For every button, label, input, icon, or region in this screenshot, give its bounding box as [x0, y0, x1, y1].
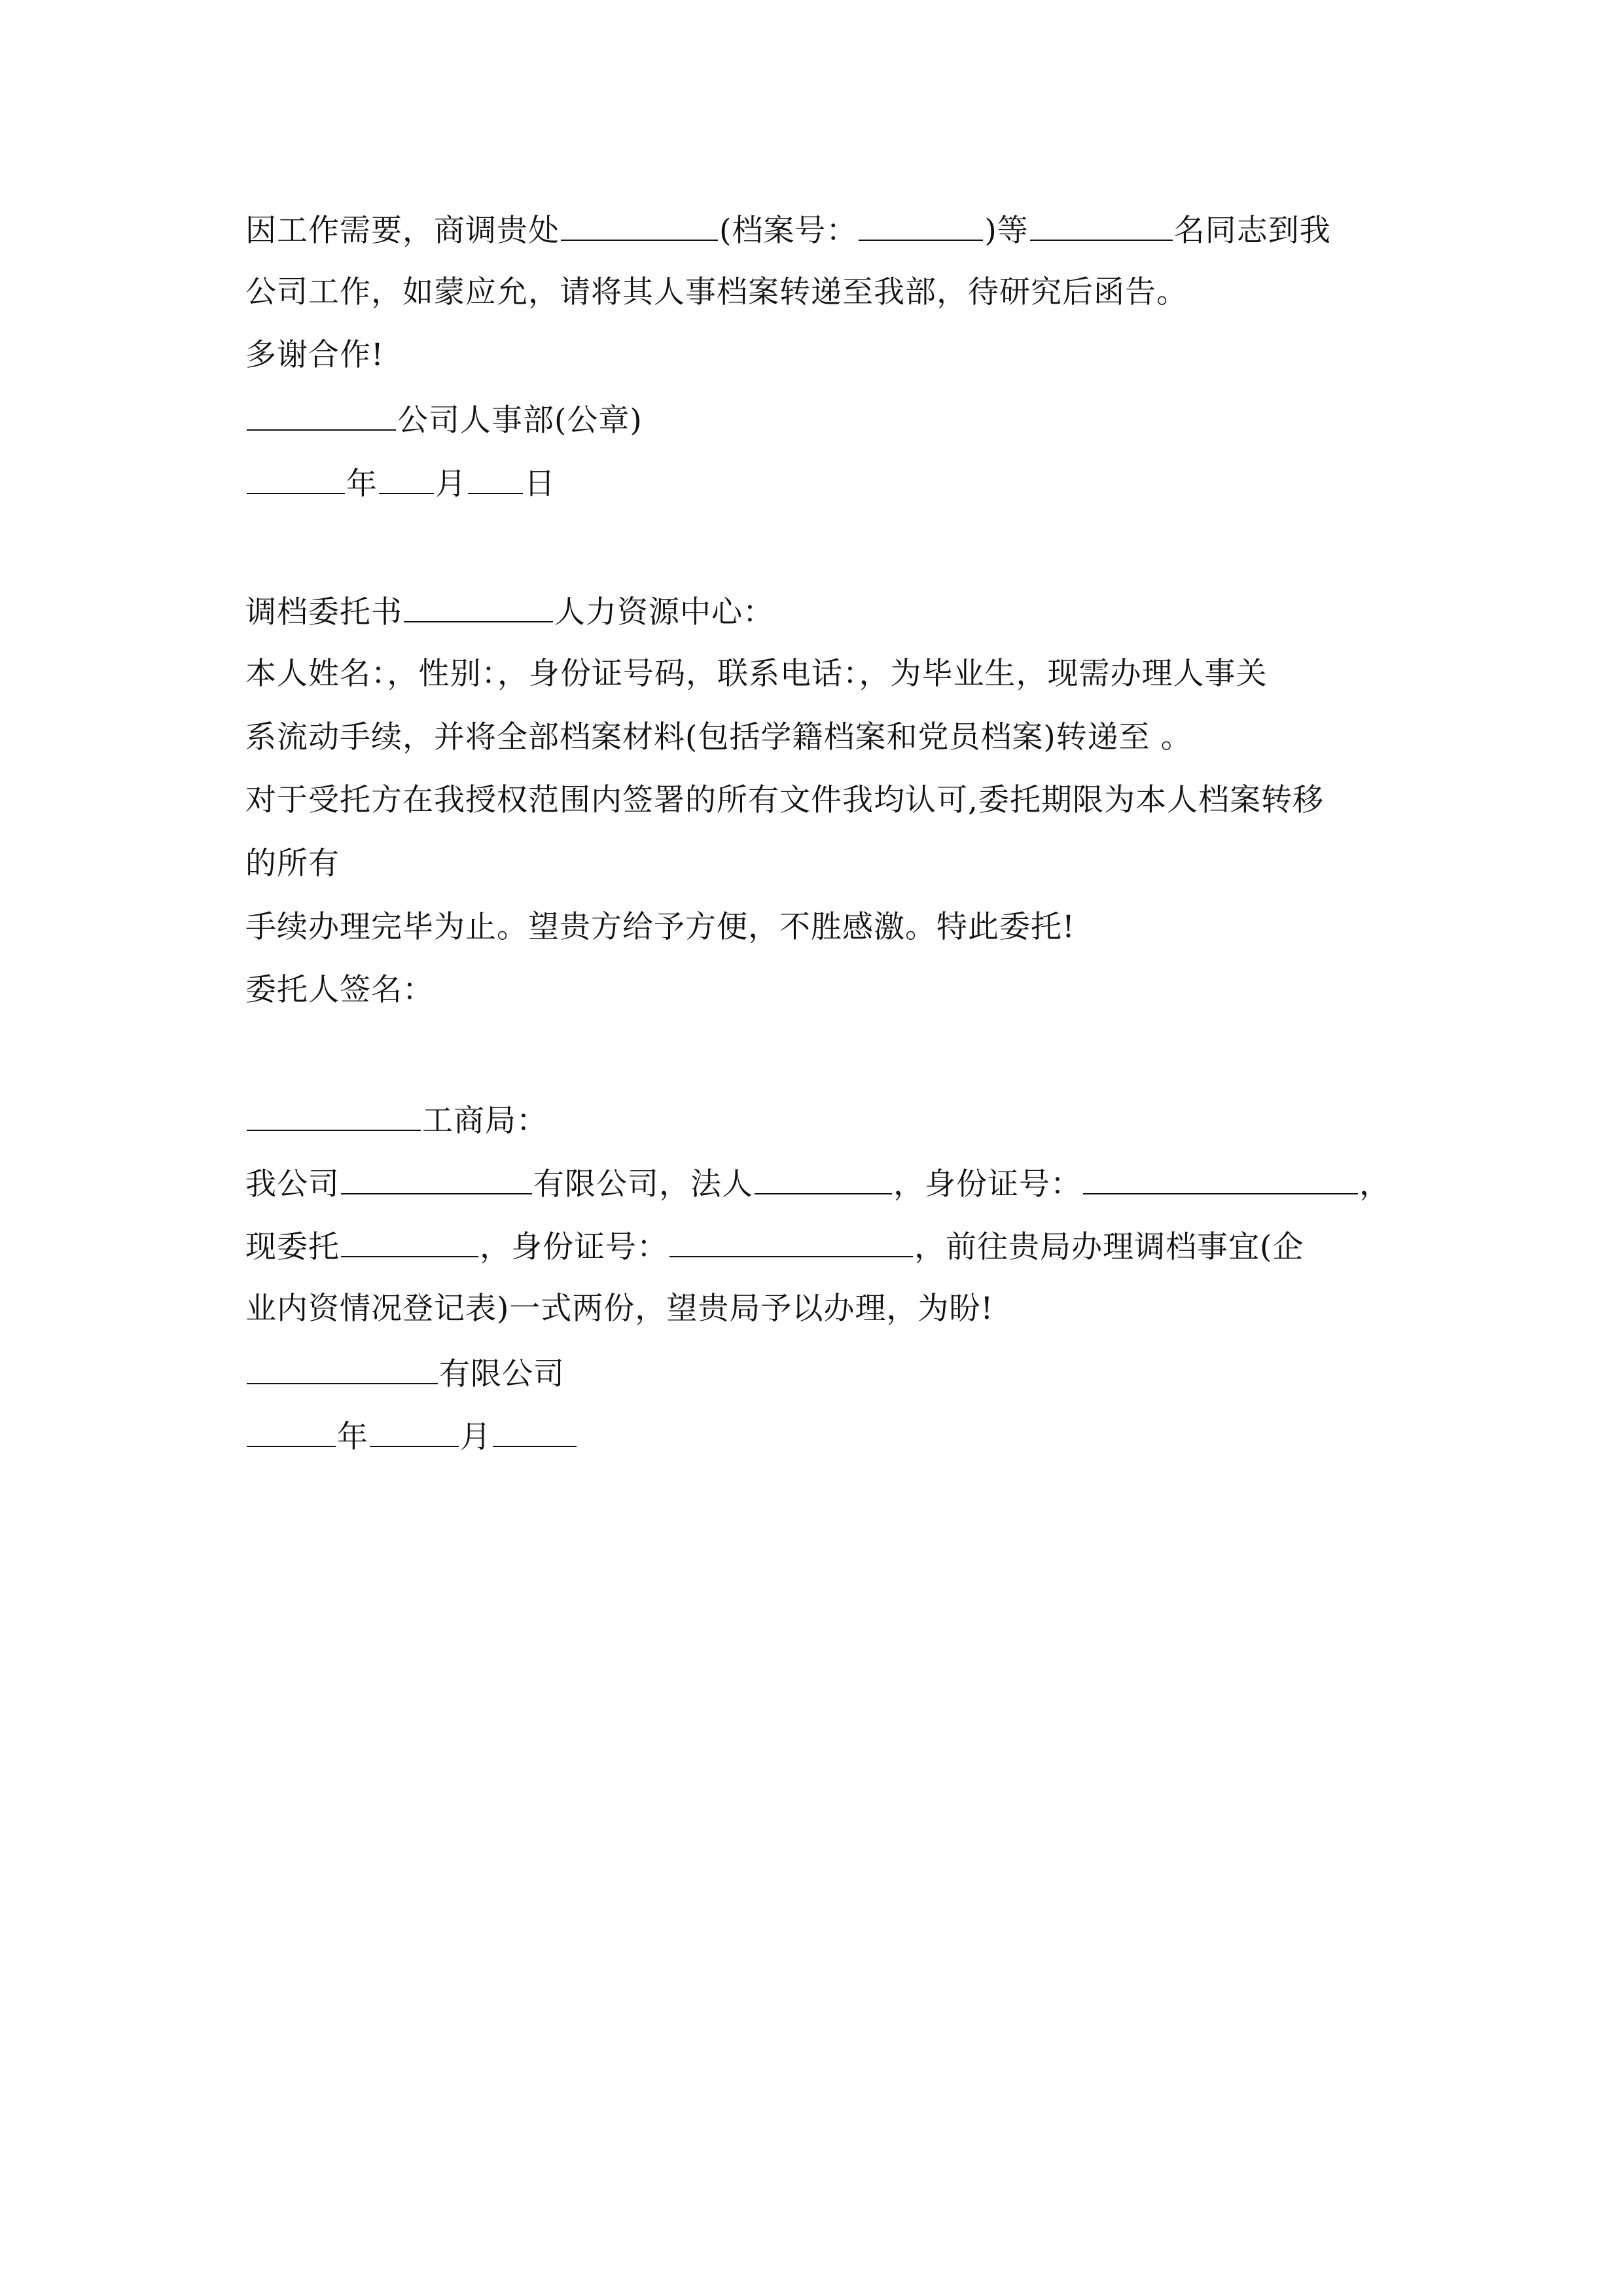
letter3-line2-text-b: 有限公司，法人 [533, 1166, 753, 1202]
letter1-date-year: 年 [346, 466, 378, 502]
letter1-line3 [245, 329, 384, 382]
letter3-recipient: 工商局： [422, 1103, 548, 1139]
blank-agent [341, 1219, 478, 1257]
blank-year [247, 456, 345, 494]
blank-agent-id [669, 1219, 913, 1257]
letter3-date-year: 年 [337, 1419, 368, 1455]
letter3-line2 [245, 1157, 1391, 1209]
letter1-line1-text-b: (档案号： [719, 213, 858, 249]
blank-day [468, 456, 523, 494]
blank-bureau [247, 1093, 421, 1131]
blank-file-number [859, 203, 983, 241]
letter1-signature [245, 393, 643, 445]
letter2-line4-text: 对于受托方在我授权范围内签署的所有文件我均认可,委托期限为本人档案转移 [245, 782, 1324, 818]
letter2-line6 [245, 901, 1075, 954]
letter2-line5 [245, 838, 340, 890]
letter3-date [245, 1409, 578, 1462]
letter1-line2 [245, 266, 1188, 319]
letter2-line5-text: 的所有 [245, 846, 340, 882]
letter2-line3-text: 系流动手续，并将全部档案材料(包括学籍档案和党员档案)转递至 。 [245, 719, 1192, 755]
letter2-line2 [245, 648, 1268, 700]
blank-count [1030, 203, 1173, 241]
letter2-line3 [245, 711, 1192, 764]
letter2-line1 [245, 584, 774, 637]
letter3-signature [245, 1346, 565, 1399]
blank-name [561, 203, 718, 241]
blank-month [379, 456, 434, 494]
letter3-line2-text-c: ，身份证号： [893, 1166, 1082, 1202]
blank-day [493, 1409, 577, 1447]
letter1-line1-text-a: 因工作需要，商调贵处 [245, 213, 560, 249]
letter3-signature-text: 有限公司 [439, 1356, 565, 1392]
letter1-line1-text-d: 名同志到我 [1173, 213, 1331, 249]
blank-year [247, 1409, 336, 1447]
letter1-line1-text-c: )等 [984, 213, 1029, 249]
letter2-recipient: 人力资源中心： [554, 594, 774, 630]
letter2-title: 调档委托书 [245, 594, 402, 630]
letter1-line2-text: 公司工作，如蒙应允，请将其人事档案转递至我部，待研究后函告。 [245, 274, 1188, 310]
letter2-line6-text: 手续办理完毕为止。望贵方给予方便，不胜感激。特此委托! [245, 909, 1075, 945]
letter3-line2-text-d: ， [1359, 1166, 1391, 1202]
letter3-line4-text: 业内资情况登记表)一式两份，望贵局予以办理，为盼! [245, 1291, 994, 1327]
letter1-line3-text: 多谢合作! [245, 337, 384, 373]
blank-signature-company [247, 1346, 438, 1384]
blank-hr-center [404, 584, 553, 622]
letter3-line4 [245, 1283, 993, 1335]
blank-id-number [1083, 1157, 1358, 1194]
letter2-line7-text: 委托人签名： [245, 972, 434, 1008]
letter1-line1 [245, 203, 1331, 255]
letter3-line3-text-a: 现委托 [245, 1229, 340, 1265]
letter1-date [245, 456, 556, 509]
letter1-date-day: 日 [524, 466, 556, 502]
letter2-line7 [245, 964, 434, 1016]
letter3-date-month: 月 [460, 1419, 491, 1455]
letter1-date-month: 月 [435, 466, 467, 502]
letter2-line2-text: 本人姓名：，性别：，身份证号码，联系电话：，为毕业生，现需办理人事关 [245, 656, 1268, 692]
blank-company-name [341, 1157, 532, 1194]
blank-company [247, 393, 396, 431]
letter3-line1 [245, 1093, 548, 1145]
letter1-signature-text: 公司人事部(公章) [397, 403, 643, 439]
letter3-line3-text-c: ，前往贵局办理调档事宜(企 [914, 1229, 1304, 1265]
letter3-line3-text-b: ，身份证号： [480, 1229, 668, 1265]
blank-legal-person [755, 1157, 892, 1194]
letter3-line2-text-a: 我公司 [245, 1166, 340, 1202]
letter2-line4 [245, 774, 1324, 827]
blank-month [370, 1409, 459, 1447]
letter3-line3 [245, 1219, 1304, 1272]
